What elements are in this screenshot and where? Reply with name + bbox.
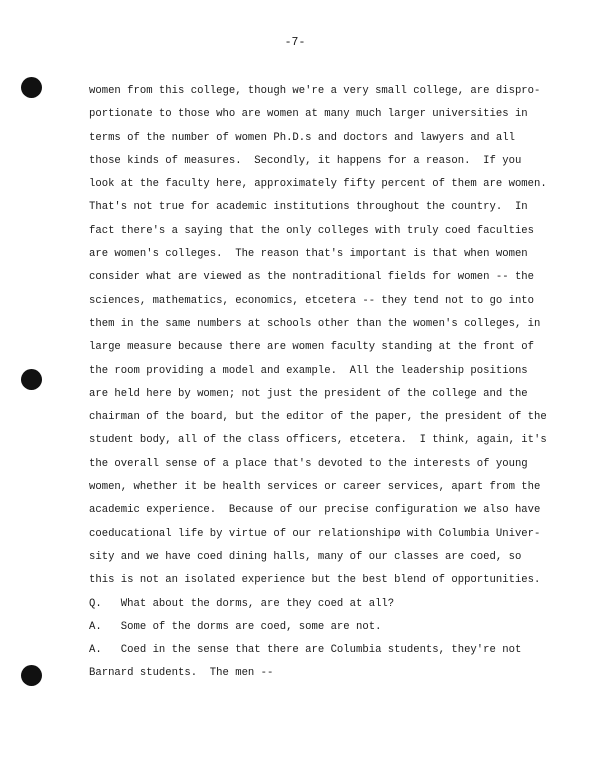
text-line: Barnard students. The men -- — [89, 667, 274, 680]
text-line: sity and we have coed dining halls, many of our classes are coed, so — [89, 550, 522, 563]
text-line: fact there's a saying that the only colleges with truly coed faculties — [89, 224, 535, 237]
text-line: coeducational life by virtue of our relationshipø with Columbia Univer- — [89, 527, 541, 540]
text-line: consider what are viewed as the nontraditional fields for women -- the — [89, 271, 535, 284]
text-line: this is not an isolated experience but the best blend of opportunities. — [89, 574, 541, 587]
text-line: That's not true for academic institutions throughout the country. In — [89, 201, 528, 214]
punch-hole-top — [21, 77, 42, 98]
text-line: them in the same numbers at schools other than the women's colleges, in — [89, 317, 541, 330]
question-line: Q. What about the dorms, are they coed at all? — [89, 597, 395, 610]
punch-hole-middle — [21, 369, 42, 390]
text-line: look at the faculty here, approximately fifty percent of them are women. — [89, 178, 547, 191]
transcript-body — [89, 80, 547, 686]
text-line: student body, all of the class officers, etcetera. I think, again, it's — [89, 434, 547, 447]
text-line: are held here by women; not just the president of the college and the — [89, 387, 528, 400]
text-line: portionate to those who are women at many much larger universities in — [89, 108, 528, 121]
answer-line: A. Some of the dorms are coed, some are not. — [89, 620, 382, 633]
text-line: large measure because there are women faculty standing at the front of — [89, 341, 535, 354]
text-line: those kinds of measures. Secondly, it happens for a reason. If you — [89, 154, 522, 167]
text-line: academic experience. Because of our precise configuration we also have — [89, 504, 541, 517]
text-line: sciences, mathematics, economics, etcetera -- they tend not to go into — [89, 294, 535, 307]
text-line: the room providing a model and example. All the leadership positions — [89, 364, 528, 377]
text-line: women, whether it be health services or career services, apart from the — [89, 481, 541, 494]
text-line: women from this college, though we're a very small college, are dispro- — [89, 85, 541, 97]
text-line: chairman of the board, but the editor of the paper, the president of the — [89, 411, 547, 424]
answer-line: A. Coed in the sense that there are Columbia students, they're not — [89, 644, 522, 657]
text-line: the overall sense of a place that's devoted to the interests of young — [89, 457, 528, 470]
text-line: terms of the number of women Ph.D.s and doctors and lawyers and all — [89, 131, 515, 144]
text-line: are women's colleges. The reason that's important is that when women — [89, 248, 528, 261]
page-number: -7- — [284, 36, 306, 49]
punch-hole-bottom — [21, 665, 42, 686]
